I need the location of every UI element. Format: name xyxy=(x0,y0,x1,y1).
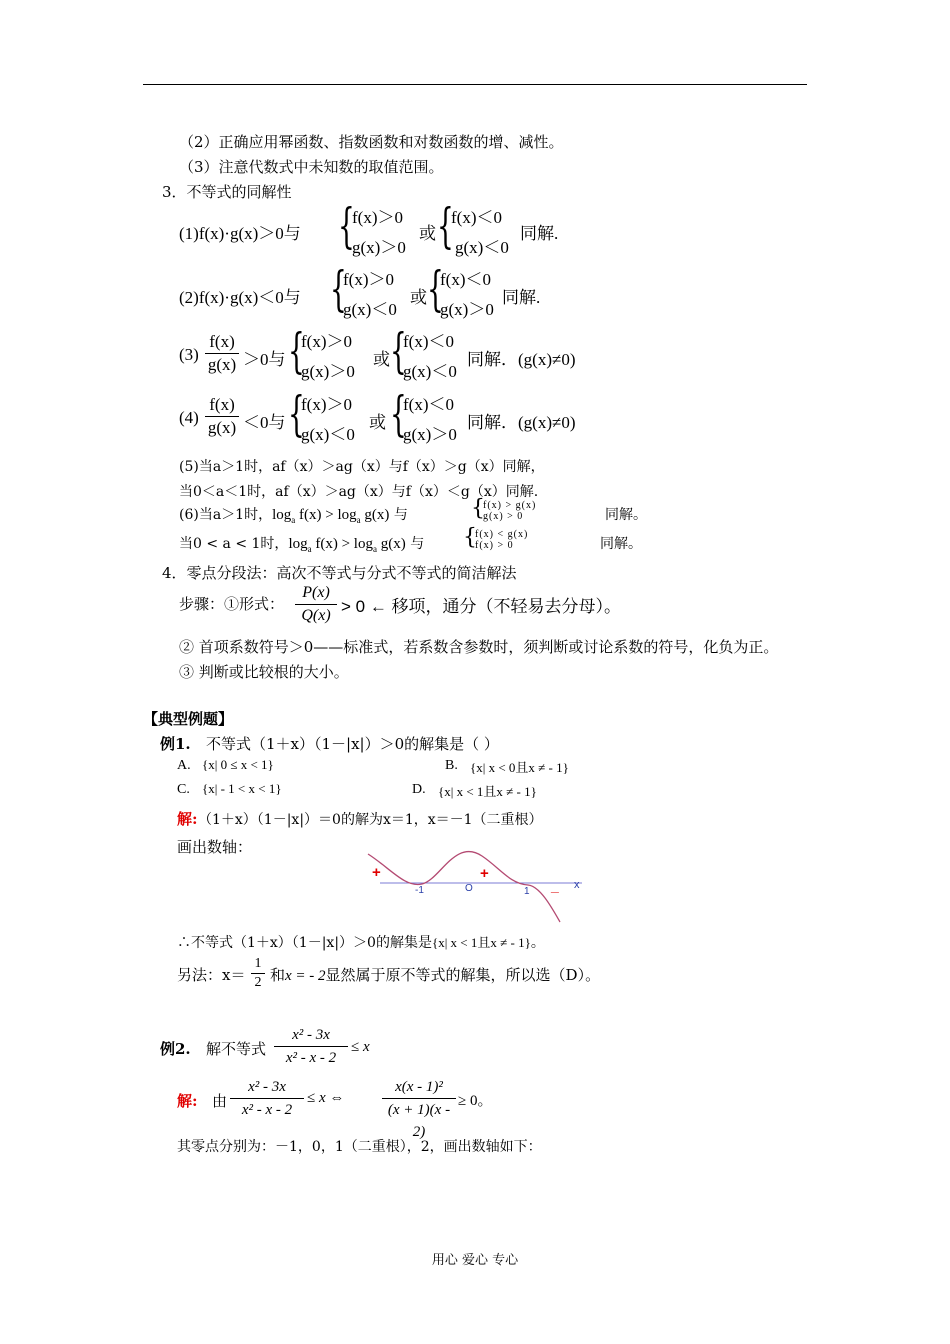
rule1-or: 或 xyxy=(419,224,436,243)
option-c-set: {x| - 1 < x < 1} xyxy=(202,781,282,796)
rule4-prefix: (4) xyxy=(179,408,199,427)
axis-label-1: 1 xyxy=(524,886,530,897)
header-rule xyxy=(143,84,807,85)
page-footer: 用心 爱心 专心 xyxy=(431,1253,519,1268)
rule3-brace-a: { xyxy=(288,323,305,379)
step1-prefix: 步骤：①形式： xyxy=(179,595,285,613)
examples-heading: 【典型例题】 xyxy=(143,710,234,728)
text-line-p3: （3）注意代数式中未知数的取值范围。 xyxy=(179,158,444,176)
rule2-system-a: f(x)＞0 g(x)＜0 xyxy=(343,270,397,319)
step2: ② 首项系数符号＞0——标准式，若系数含参数时，须判断或讨论系数的符号，化负为正。 xyxy=(179,638,779,656)
rule4-fraction: f(x) g(x) xyxy=(205,394,239,439)
example2-post: ≤ x xyxy=(351,1039,370,1055)
rule1-system-b: f(x)＜0 g(x)＜0 xyxy=(451,208,509,257)
rule1-system-a: f(x)＞0 g(x)＞0 xyxy=(352,208,406,257)
rule3-or: 或 xyxy=(373,350,390,369)
rule4-post: ＜0与 xyxy=(243,413,286,432)
rule3-system-b: f(x)＜0 g(x)＜0 xyxy=(403,332,457,381)
option-b-label: B. xyxy=(445,758,458,773)
step1-fraction: P(x) Q(x) xyxy=(295,582,337,627)
option-d-label: D. xyxy=(412,782,426,797)
step3: ③ 判断或比较根的大小。 xyxy=(179,663,349,681)
rule3-prefix: (3) xyxy=(179,345,199,364)
step1-post: > 0 ← 移项，通分（不轻易去分母）。 xyxy=(341,597,622,616)
rule3-brace-b: { xyxy=(390,323,407,379)
rule1-brace-a: { xyxy=(338,198,355,254)
alt-fraction: 1 2 xyxy=(251,955,265,992)
solution1-label: 解: xyxy=(177,810,198,828)
option-b-set: {x| x < 0且x ≠ - 1} xyxy=(470,760,569,775)
axis-minus: _ xyxy=(551,878,559,894)
rule4-or: 或 xyxy=(369,413,386,432)
solution2-mid: ≤ x ⇔ xyxy=(307,1090,345,1106)
rule2-lhs: (2)f(x)·g(x)＜0与 xyxy=(179,288,301,307)
rule4-system-b: f(x)＜0 g(x)＞0 xyxy=(403,395,457,444)
rule3-end: 同解．(g(x)≠0) xyxy=(467,350,576,369)
rule2-or: 或 xyxy=(410,288,427,307)
rule6-line-b: 当0 < a < 1时，$\log_a f(x) > \log_a g(x)$ 与 xyxy=(179,536,425,554)
rule2-end: 同解. xyxy=(502,288,541,307)
rule6a-tail: 同解。 xyxy=(605,507,647,523)
rule6a-brace: { xyxy=(471,496,485,521)
rule1-end: 同解. xyxy=(520,224,559,243)
rule3-post: ＞0与 xyxy=(243,350,286,369)
axis-plus-left: + xyxy=(372,864,381,881)
rule3-system-a: f(x)＞0 g(x)＞0 xyxy=(301,332,355,381)
rule6b-tail: 同解。 xyxy=(600,536,642,552)
axis-label-minus1: -1 xyxy=(415,885,424,896)
number-line-figure xyxy=(360,848,590,926)
rule2-brace-b: { xyxy=(427,261,444,317)
axis-label-origin: O xyxy=(465,883,473,894)
rule5-line-a: (5)当a＞1时，af（x）＞ag（x）与f（x）＞g（x）同解， xyxy=(179,459,545,475)
rule6b-brace: { xyxy=(463,525,477,550)
rule1-brace-b: { xyxy=(437,198,454,254)
option-c-label: C. xyxy=(177,782,190,797)
rule1-lhs: (1)f(x)·g(x)＞0与 xyxy=(179,224,301,243)
rule4-system-a: f(x)＞0 g(x)＜0 xyxy=(301,395,355,444)
option-a-label: A. xyxy=(177,758,191,773)
rule4-brace-b: { xyxy=(390,386,407,442)
rule2-brace-a: { xyxy=(330,261,347,317)
alt-prefix: 另法：x＝ xyxy=(177,966,246,984)
solution2-fraction-1: x² - 3x x² - x - 2 xyxy=(230,1076,304,1121)
solution2-post: ≥ 0。 xyxy=(458,1093,493,1109)
draw-axis-text: 画出数轴： xyxy=(177,838,253,856)
rule4-brace-a: { xyxy=(288,386,305,442)
example1-question: 不等式（1＋x）（1－|x|）＞0的解集是（ ） xyxy=(206,735,499,753)
solution2-fraction-2: x(x - 1)² (x + 1)(x - 2) xyxy=(382,1076,456,1143)
alt-mid: 和x = - 2显然属于原不等式的解集，所以选（D）。 xyxy=(270,966,601,984)
example1-label: 例1. xyxy=(160,735,191,753)
conclusion-text: ∴不等式（1＋x）（1－|x|）＞0的解集是{x| x < 1且x ≠ - 1}。 xyxy=(177,935,545,951)
example2-fraction: x² - 3x x² - x - 2 xyxy=(274,1024,348,1069)
example2-label: 例2. xyxy=(160,1040,191,1058)
sign-curve xyxy=(368,852,560,922)
section-3-title: 3．不等式的同解性 xyxy=(162,183,292,201)
rule6-line-a: (6)当a＞1时，$\log_a f(x) > \log_a g(x)$ 与 xyxy=(179,507,408,525)
text-line-p2: （2）正确应用幂函数、指数函数和对数函数的增、减性。 xyxy=(179,133,564,151)
axis-plus-mid: + xyxy=(480,865,489,882)
rule4-end: 同解．(g(x)≠0) xyxy=(467,413,576,432)
solution1-text: （1＋x）（1－|x|）＝0的解为x＝1，x＝－1（二重根） xyxy=(198,812,543,828)
rule5-line-b: 当0＜a＜1时，af（x）＞ag（x）与f（x）＜g（x）同解. xyxy=(179,484,539,500)
section-4-title: 4．零点分段法：高次不等式与分式不等式的简洁解法 xyxy=(162,564,517,582)
rule2-system-b: f(x)＜0 g(x)＞0 xyxy=(440,270,494,319)
solution2-prefix: 由 xyxy=(212,1092,228,1110)
example2-prefix: 解不等式 xyxy=(206,1040,267,1058)
rule6a-system: f(x) > g(x) g(x) > 0 xyxy=(483,500,537,522)
rule6b-system: f(x) < g(x) f(x) > 0 xyxy=(475,529,529,551)
axis-label-x: x xyxy=(574,879,580,891)
zeros-text: 其零点分别为：－1，0，1（二重根），2，画出数轴如下： xyxy=(177,1139,542,1155)
option-d-set: {x| x < 1且x ≠ - 1} xyxy=(438,784,537,799)
option-a-set: {x| 0 ≤ x < 1} xyxy=(202,757,274,772)
rule3-fraction: f(x) g(x) xyxy=(205,331,239,376)
solution2-label: 解: xyxy=(177,1092,198,1110)
